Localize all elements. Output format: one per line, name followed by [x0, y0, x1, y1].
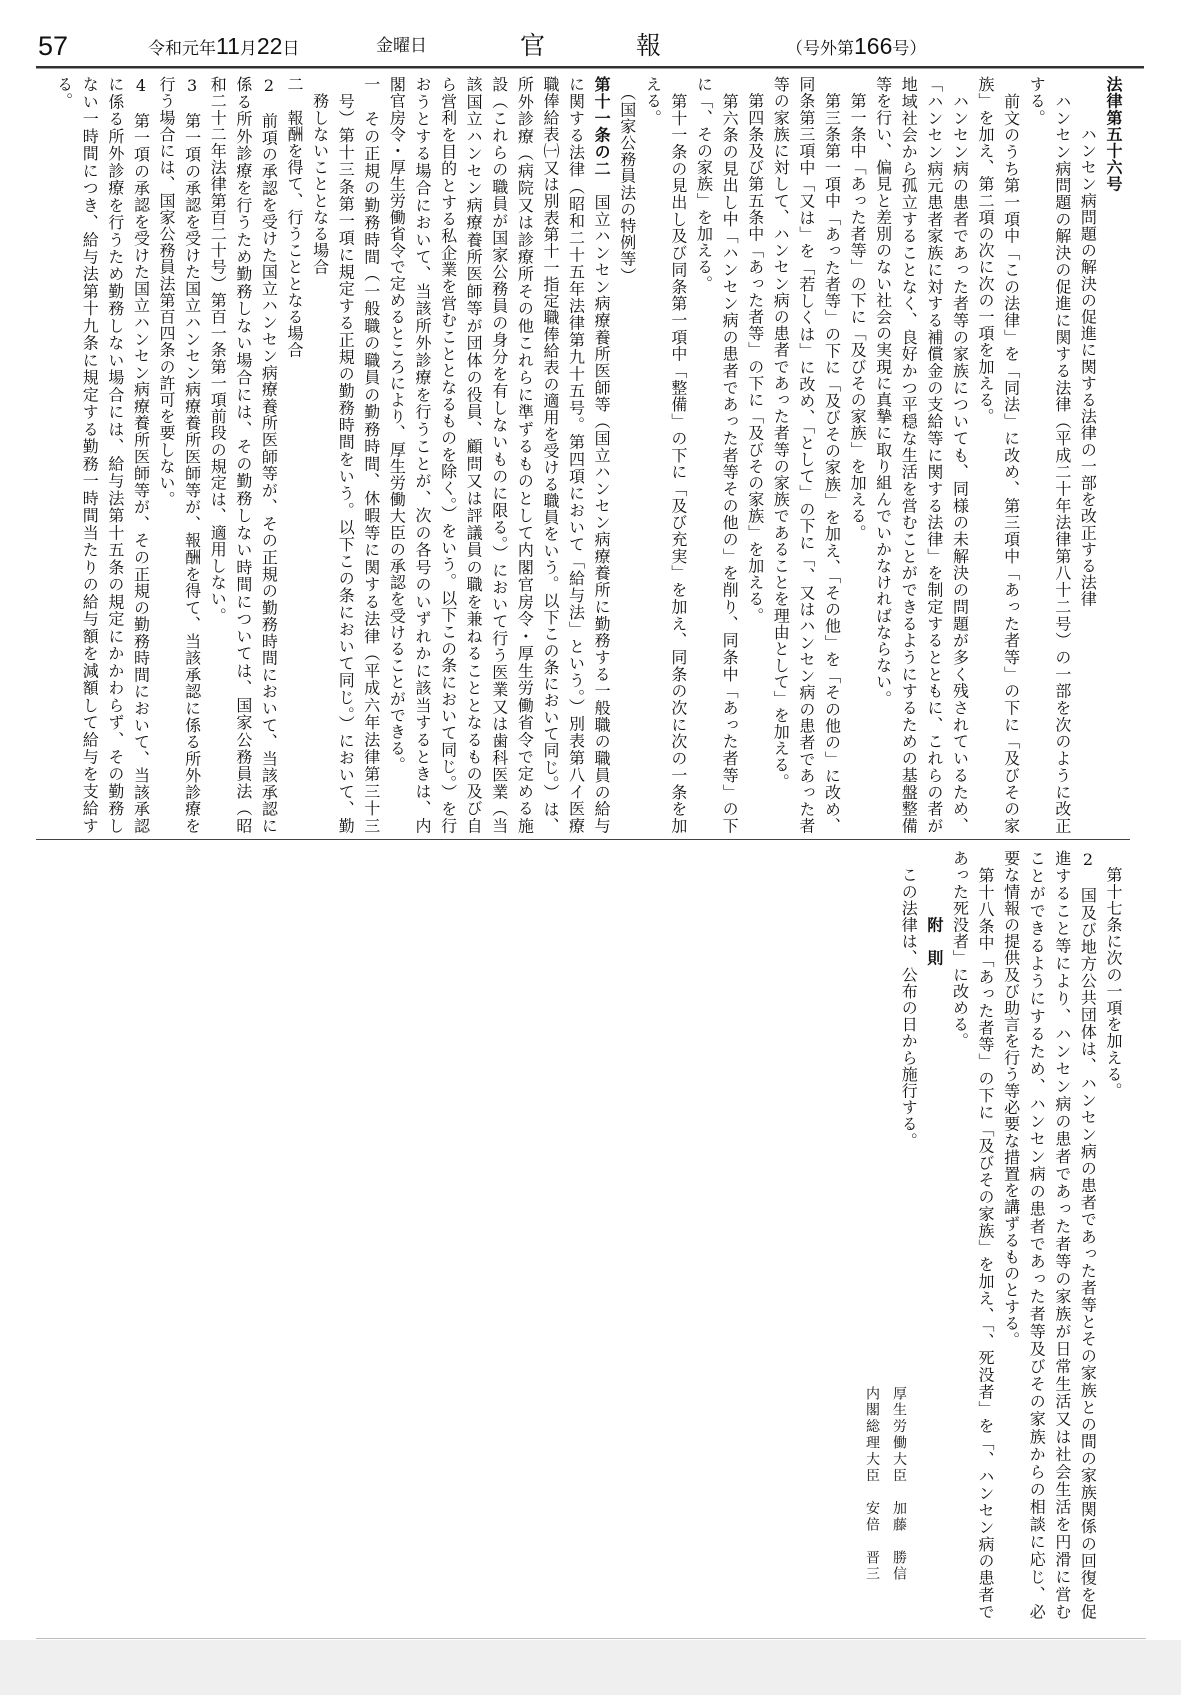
line-text: に関する法律（昭和二十五年法律第九十五号。第四項において「給与法」という。）別表第八イ医療 — [566, 76, 586, 834]
text-column — [307, 76, 333, 834]
gazette-title-kan: 官 — [520, 31, 546, 60]
item-number: 4 — [131, 76, 151, 96]
text-column — [435, 76, 461, 834]
section-divider — [36, 839, 1130, 840]
line-text: 第一項の承認を受けた国立ハンセン病療養所医師等が、報酬を得て、当該承認に係る所外診療を — [182, 95, 202, 834]
line-text: ハンセン病問題の解決の促進に関する法律（平成二十年法律第八十二号）の一部を次のように改正 — [1052, 76, 1072, 834]
line-text: 係る所外診療を行うため勤務しない場合には、その勤務しない時間については、国家公務員法（昭 — [233, 76, 253, 834]
line-text: ハンセン病の患者であった者等の家族についても、同様の未解決の問題が多く残されているため、 — [950, 76, 970, 834]
line-text: ハンセン病問題の解決の促進に関する法律の一部を改正する法律 — [1078, 76, 1098, 608]
line-text: ことができるようにするため、ハンセン病の患者であった者等及びその家族からの相談に応じ、必 — [1027, 850, 1047, 1620]
line-text: 地域社会から孤立することなく、良好かつ平穏な生活を営むことができるようにするための基盤整備 — [899, 76, 919, 834]
text-column — [1049, 850, 1075, 1620]
line-text: この法律は、公布の日から施行する。 — [899, 850, 919, 1149]
issue-date — [148, 28, 299, 67]
line-text: 族」を加え、第二項の次に次の一項を加える。 — [976, 76, 996, 425]
text-column — [358, 76, 384, 834]
line-text: 第十七条に次の一項を加える。 — [1104, 850, 1123, 1099]
text-column — [461, 76, 487, 834]
text-column — [921, 76, 947, 834]
day: 22 — [256, 33, 283, 59]
line-text: ら営利を目的とする私企業を営むこととなるものを除く。）をいう。以下この条において同じ。）を行 — [438, 76, 458, 834]
text-column — [947, 850, 973, 1620]
line-text: 国立ハンセン病療養所医師等（国立ハンセン病療養所に勤務する一般職の職員の給与 — [592, 177, 612, 834]
line-text: 閣官房令・厚生労働省令で定めるところにより、厚生労働大臣の承認を受けることができる。 — [387, 76, 407, 774]
heading-text: 法律第五十六号 — [1104, 76, 1123, 193]
text-column — [563, 76, 589, 834]
text-column — [409, 76, 435, 834]
text-column — [972, 850, 998, 1620]
line-text: 第十一条の見出し及び同条第一項中「整備」の下に「及び充実」を加え、同条の次に次の一条を加 — [668, 76, 688, 834]
text-column — [1075, 76, 1101, 834]
text-column — [51, 76, 77, 834]
heading-text: 附 則 — [924, 850, 944, 967]
text-column — [128, 76, 154, 834]
day-label: 日 — [282, 39, 300, 59]
line-text: （国家公務員法の特例等） — [617, 76, 637, 284]
law-text-lower — [896, 850, 1126, 1620]
line-text: 第一条中「あった者等」の下に「及びその家族」を加える。 — [848, 76, 868, 541]
weekday: 金曜日 — [376, 36, 427, 56]
gazette-title-po: 報 — [636, 31, 662, 60]
text-column — [793, 76, 819, 834]
text-column — [665, 76, 691, 834]
text-column — [333, 76, 359, 834]
line-text: 同条第三項中「又は」を「若しくは」に改め、「として」の下に「、又はハンセン病の患者であった者 — [796, 76, 816, 834]
signature-line — [857, 1386, 884, 1596]
text-column — [947, 76, 973, 834]
line-text: 第四条及び第五条中「あった者等」の下に「及びその家族」を加える。 — [745, 76, 765, 624]
issue-number — [786, 28, 926, 67]
line-text: 前文のうち第一項中「この法律」を「同法」に改め、第三項中「あった者等」の下に「及びその家 — [1001, 76, 1021, 834]
text-column — [1100, 850, 1126, 1620]
text-column — [896, 76, 922, 834]
line-text: に「、その家族」を加える。 — [694, 76, 714, 292]
line-text: 国及び地方公共団体は、ハンセン病の患者であった者等とその家族との間の家族関係の回復を促 — [1078, 869, 1098, 1620]
line-text: 和二十二年法律第百二十号）第百一条第一項前段の規定は、適用しない。 — [208, 76, 228, 624]
month: 11 — [216, 33, 240, 59]
item-number: 2 — [259, 76, 279, 96]
text-column — [640, 76, 666, 834]
signature-line — [884, 1386, 911, 1596]
line-text: おうとする場合において、当該所外診療を行うことが、次の各号のいずれかに該当するときは、内 — [412, 76, 432, 834]
line-text: あった死没者」に改める。 — [950, 850, 970, 1050]
text-column — [589, 76, 615, 834]
line-text: 号）第十三条第一項に規定する正規の勤務時間をいう。以下この条において同じ。）において、勤 — [336, 76, 356, 834]
line-text: 要な情報の提供及び助言を行う等必要な措置を講ずるものとする。 — [1001, 850, 1021, 1348]
line-text: 該国立ハンセン病療養所医師等が団体の役員、顧問又は評議員の職を兼ねることとなるもの及び自 — [464, 76, 484, 834]
line-text: 務しないこととなる場合 — [310, 76, 330, 276]
line-text: ない一時間につき、給与法第十九条に規定する勤務一時間当たりの給与額を減額して給与を支給す — [80, 76, 100, 834]
text-column — [691, 76, 717, 834]
text-column — [102, 76, 128, 834]
text-column — [742, 76, 768, 834]
text-column — [281, 76, 307, 834]
text-column — [844, 76, 870, 834]
line-text: 「ハンセン病元患者家族に対する補償金の支給等に関する法律」を制定するとともに、これらの者が — [924, 76, 944, 834]
line-text: 前項の承認を受けた国立ハンセン病療養所医師等が、その正規の勤務時間において、当該承認に — [259, 95, 279, 834]
text-column — [179, 76, 205, 834]
line-text: 第六条の見出し中「ハンセン病の患者であった者等その他の」を削り、同条中「あった者等」の下 — [720, 76, 740, 834]
page-number: 57 — [38, 31, 69, 61]
law-text-upper — [51, 76, 1126, 834]
minister-signatures — [857, 1386, 911, 1596]
text-column — [1075, 850, 1101, 1620]
text-column — [1100, 76, 1126, 834]
text-column — [1024, 850, 1050, 1620]
text-column — [230, 76, 256, 834]
issue-suffix: 号） — [892, 39, 927, 59]
text-column — [77, 76, 103, 834]
line-text: 等の家族に対して、ハンセン病の患者であった者等の家族であることを理由として」を加える。 — [771, 76, 791, 790]
era-year: 令和元年 — [148, 39, 216, 59]
line-text: 内閣総理大臣 安倍 晋三 — [864, 1386, 880, 1583]
line-text: 第一項の承認を受けた国立ハンセン病療養所医師等が、その正規の勤務時間において、当該承認 — [131, 95, 151, 834]
text-column — [205, 76, 231, 834]
text-column — [870, 76, 896, 834]
text-column — [819, 76, 845, 834]
line-text: に係る所外診療を行うため勤務しない場合には、給与法第十五条の規定にかかわらず、その勤務し — [105, 76, 125, 834]
heading-text: 第十一条の二 — [592, 76, 612, 178]
text-column — [153, 76, 179, 834]
item-number: 2 — [1078, 850, 1098, 870]
line-text: 進すること等により、ハンセン病の患者であった者等の家族が日常生活又は社会生活を円滑に営む — [1052, 850, 1072, 1620]
text-column — [998, 76, 1024, 834]
text-column — [512, 76, 538, 834]
text-column — [1024, 76, 1050, 834]
line-text: 第三条第一項中「あった者等」の下に「及びその家族」を加え、「その他」を「その他の」に改め、 — [822, 76, 842, 834]
text-column — [486, 76, 512, 834]
text-column — [256, 76, 282, 834]
line-text: える。 — [643, 76, 663, 126]
text-column — [717, 76, 743, 834]
line-text: 二 報酬を得て、行うこととなる場合 — [285, 76, 304, 359]
text-column — [614, 76, 640, 834]
text-column — [1049, 76, 1075, 834]
text-column — [921, 850, 947, 1620]
page-bottom-rule — [36, 1638, 1146, 1639]
text-column — [998, 850, 1024, 1620]
line-text: 行う場合には、国家公務員法第百四条の許可を要しない。 — [157, 76, 177, 508]
month-label: 月 — [239, 39, 257, 59]
line-text: 厚生労働大臣 加藤 勝信 — [891, 1386, 907, 1583]
page-header — [38, 28, 1138, 64]
text-column — [768, 76, 794, 834]
line-text: 設（これらの職員が国家公務員の身分を有しないものに限る。）において行う医業又は歯科医業（当 — [489, 76, 509, 834]
text-column — [537, 76, 563, 834]
issue-prefix: （号外第 — [786, 39, 854, 59]
issue-number-value: 166 — [854, 33, 893, 59]
line-text: 等を行い、偏見と差別のない社会の実現に真摯に取り組んでいかなければならない。 — [873, 76, 893, 707]
line-text: する。 — [1027, 76, 1047, 126]
line-text: 第十八条中「あった者等」の下に「及びその家族」を加え、「、死没者」を「、ハンセン病の患者で — [976, 850, 996, 1620]
line-text: 一 その正規の勤務時間（一般職の職員の勤務時間、休暇等に関する法律（平成六年法律第三十三 — [361, 76, 381, 834]
line-text: る。 — [54, 76, 74, 110]
line-text: 所外診療（病院又は診療所その他これらに準ずるものとして内閣官房令・厚生労働省令で定める施 — [515, 76, 535, 834]
line-text: 職俸給表㈠又は別表第十一指定職俸給表の適用を受ける職員をいう。以下この条において同じ。）は、 — [540, 76, 560, 834]
text-column — [384, 76, 410, 834]
item-number: 3 — [182, 76, 202, 96]
text-column — [972, 76, 998, 834]
header-rule — [36, 66, 1144, 69]
